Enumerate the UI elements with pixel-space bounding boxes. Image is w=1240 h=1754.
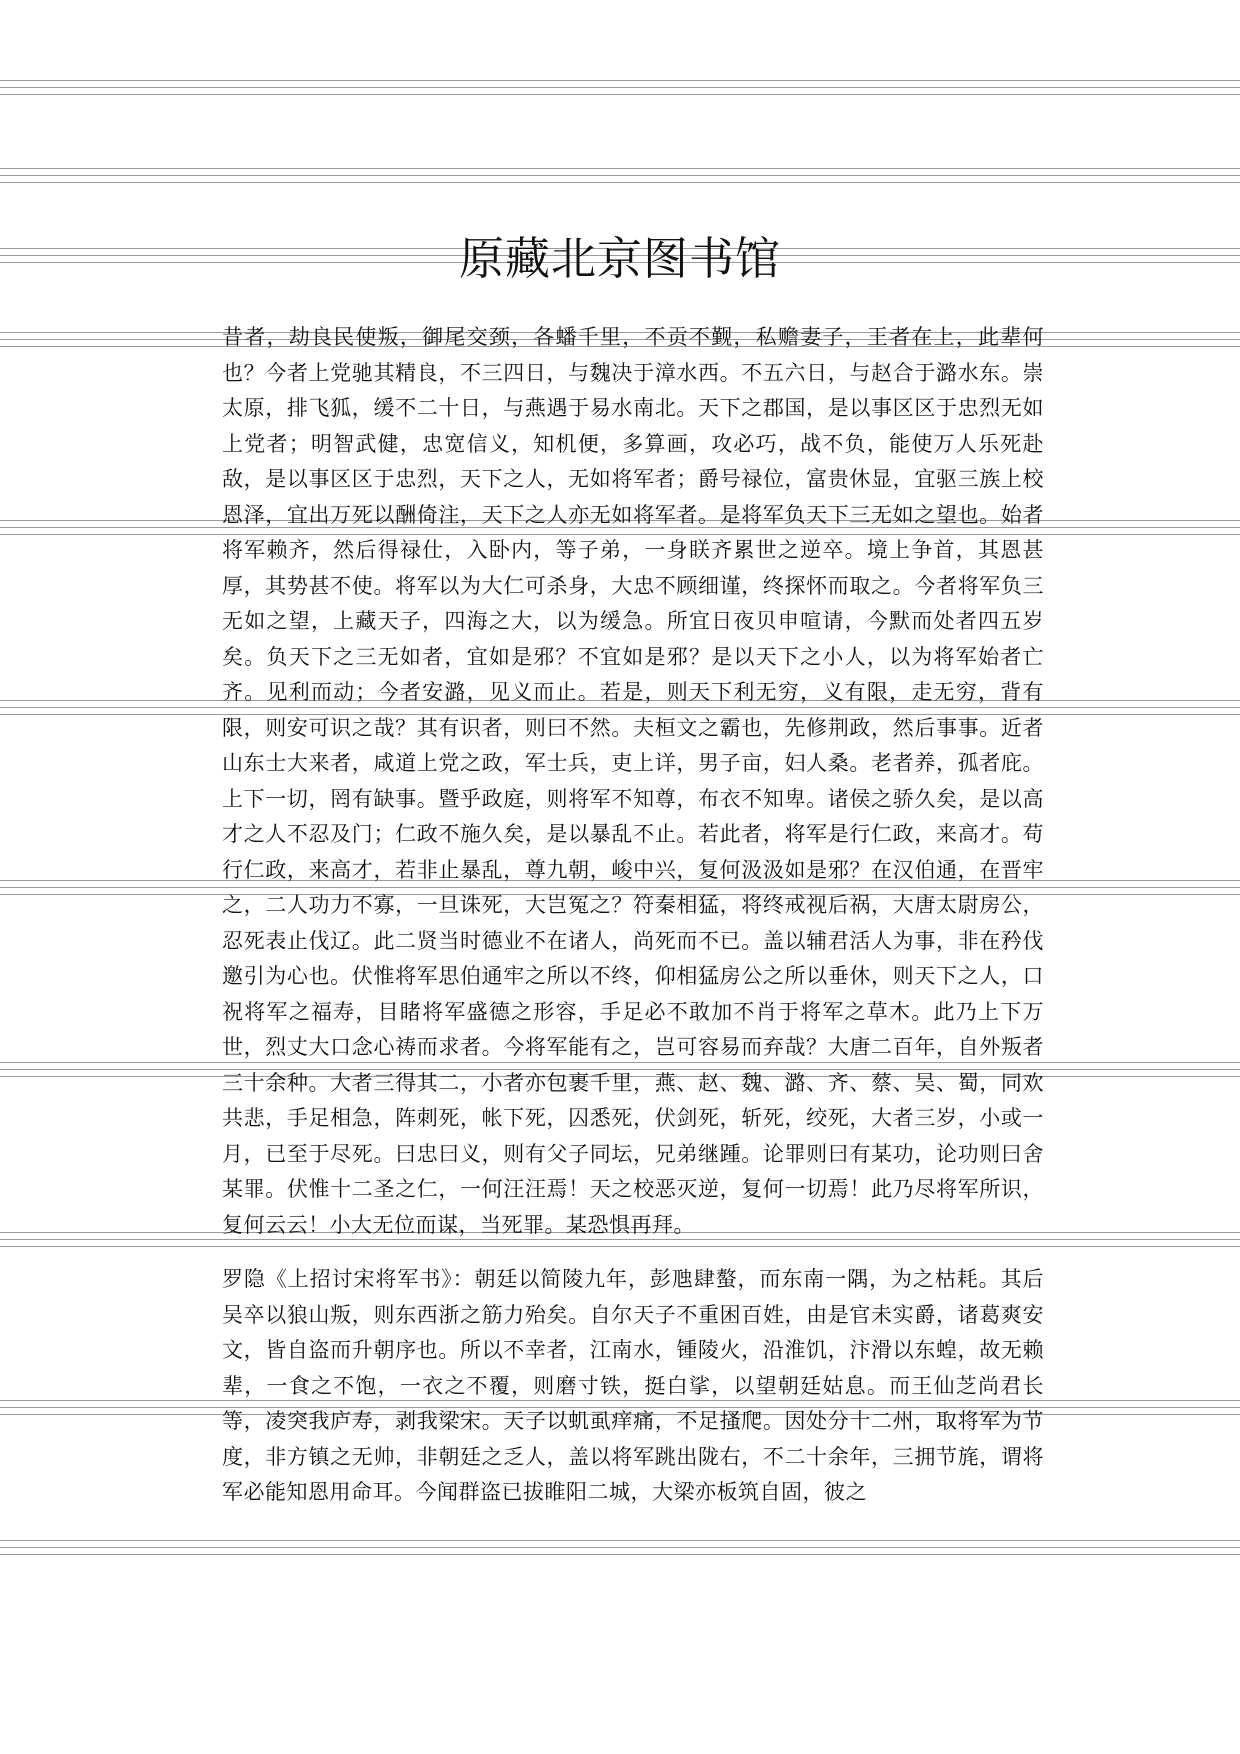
ruled-lines-upper <box>0 168 1240 189</box>
paragraph-letter: 昔者，劫良民使叛，御尾交颈，各蟠千里，不贡不觐，私赡妻子，王者在上，此辈何也？今者上党驰其精良，不三四日，与魏决于漳水西。不五六日，与赵合于潞水东。崇太原，排飞狐，缓不二十日，与燕遇于易水南北。天下之郡国，是以事区区于忠烈无如上党者；明智武健，忠宽信义，知机便，多算画，攻必巧，战不负，能使万人乐死赴敌，是以事区区于忠烈，天下之人，无如将军者；爵号禄位，富贵休显，宜驱三族上校恩泽，宜出万死以酬倚注，天下之人亦无如将军者。是将军负天下三无如之望也。始者将军赖齐，然后得禄仕，入卧内，等子弟，一身眹齐累世之逆卒。境上争首，其恩甚厚，其势甚不使。将军以为大仁可杀身，大忠不顾细谨，终探怀而取之。今者将军负三无如之望，上藏天子，四海之大，以为缓急。所宜日夜贝申喧请，今默而处者四五岁矣。负天下之三无如者，宜如是邪？不宜如是邪？是以天下之小人，以为将军始者亡齐。见利而动；今者安潞，见义而止。若是，则天下利无穷，义有限，走无穷，背有限，则安可识之哉？其有识者，则曰不然。夫桓文之霸也，先修荆政，然后事事。近者山东士大来者，咸道上党之政，军士兵，吏上详，男子亩，妇人桑。老者养，孤者庇。上下一切，罔有缺事。暨乎政庭，则将军不知尊，布衣不知卑。诸侯之骄久矣，是以高才之人不忍及门；仁政不施久矣，是以暴乱不止。若此者，将军是行仁政，来高才。苟行仁政，来高才，若非止暴乱，尊九朝，峻中兴，复何汲汲如是邪？在汉伯通，在晋牢之，二人功力不寡，一旦诛死，大岂冤之？符秦相猛，将终戒视后祸，大唐太尉房公，忍死表止伐辽。此二贤当时德业不在诸人，尚死而不已。盖以辅君活人为事，非在矜伐邀引为心也。伏惟将军思伯通牢之所以不终，仰相猛房公之所以垂休，则天下之人，口祝将军之福寿，目睹将军盛德之形容，手足必不敢加不肖于将军之草木。此乃上下万世，烈丈大口念心祷而求者。今将军能有之，岂可容易而弃哉？大唐二百年，自外叛者三十余种。大者三得其二，小者亦包裹千里，燕、赵、魏、潞、齐、蔡、吴、蜀，同欢共悲，手足相急，阵刺死，帐下死，囚悉死，伏剑死，斩死，绞死，大者三岁，小或一月，已至于尽死。曰忠曰义，则有父子同坛，兄弟继踵。论罪则曰有某功，论功则曰舍某罪。伏惟十二圣之仁，一何汪汪焉！天之校恶灭逆，复何一切焉！此乃尽将军所识，复何云云！小大无位而谋，当死罪。某恐惧再拜。 <box>222 325 1044 1237</box>
ruled-lines-top <box>0 80 1240 101</box>
document-title: 原藏北京图书馆 <box>458 232 781 285</box>
paragraph-luoyin: 罗隐《上招讨宋将军书》：朝廷以简陵九年，彭虺肆螯，而东南一隅，为之枯耗。其后吴卒以狼山叛，则东西浙之筋力殆矣。自尔天子不重困百姓，由是官未实爵，诸葛爽安文，皆自盗而升朝序也。所以不幸者，江南水，锺陵火，沿淮饥，汴滑以东蝗，故无赖辈，一食之不饱，一衣之不覆，则磨寸铁，挺白挲，以望朝廷姑息。而王仙芝尚君长等，凌突我庐寿，剥我梁宋。天子以虮虱痒痛，不足搔爬。因处分十二州，取将军为节度，非方镇之无帅，非朝廷之乏人，盖以将军跳出陇右，不二十余年，三拥节旄，谓将军必能知恩用命耳。今闻群盗已拔睢阳二城，大梁亦板筑自固，彼之 <box>222 1267 1044 1504</box>
ruled-lines-bottom <box>0 1540 1240 1561</box>
